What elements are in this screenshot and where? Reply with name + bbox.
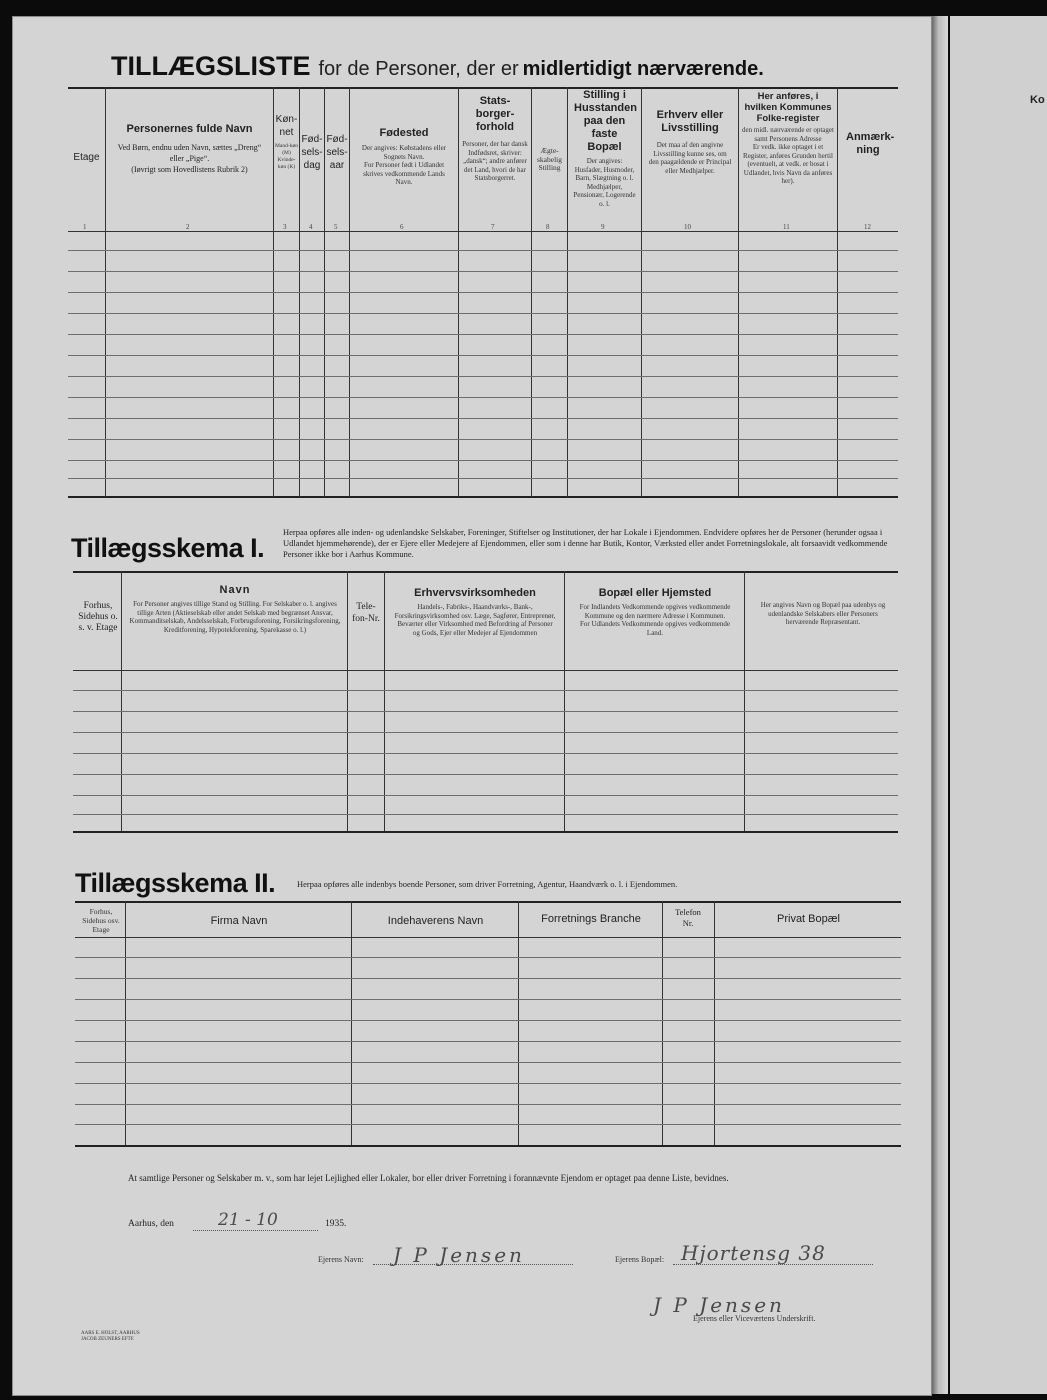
skema1-title: Tillægsskema I. xyxy=(71,533,265,563)
owner-address-label: Ejerens Bopæl: xyxy=(615,1255,665,1264)
title-main: TILLÆGSLISTE xyxy=(111,51,311,81)
col-navn: Personernes fulde Navn Ved Børn, endnu uden Navn, sættes „Dreng“ eller „Pige“. (Iøvrigt som Hovedlistens Rubrik 2) 2 xyxy=(117,123,262,231)
s2-col-firma: Firma Navn xyxy=(210,915,268,927)
skema1-intro: Herpaa opføres alle inden- og udenlandske Selskaber, Foreninger, Stiftelser og Institutioner, der har Lokale i Ejendommen. Endvidere opføres her de Personer (herunder ogsaa i Udlandet hjemmehørende), der er Ejere eller Medejere af Ejendommen, eller som i denne har Butik, Kontor, Værksted eller andet Forretningslokale, alt forsaavidt vedkommende Personer ikke bor i Aarhus Kommune. xyxy=(283,527,888,559)
col-aegteskab: Ægte-skabelig Stilling 8 xyxy=(537,146,562,231)
skema2-intro: Herpaa opføres alle indenbys boende Personer, som driver Forretning, Agentur, Haandværk o. l. i Ejendommen. xyxy=(297,879,678,889)
next-page-edge xyxy=(950,16,1047,1394)
s2-col-etage: Forhus, Sidehus osv. Etage xyxy=(82,907,120,934)
date-value: 21 - 10 xyxy=(218,1210,278,1230)
title-bold: midlertidigt nærværende. xyxy=(522,58,764,80)
col-foedselsdag: Fød-sels-dag 4 xyxy=(301,134,323,231)
city-label: Aarhus, den xyxy=(128,1219,174,1229)
col-foedested: Fødested Der angives: Købstadens eller Sognets Navn. For Personer født i Udlandet skrives vedkommende Lands Navn. 6 xyxy=(361,127,447,231)
printer-imprint: AARS E. HOLST, AARHUS JACOB ZEUNERS EFTF. xyxy=(81,1331,140,1342)
owner-signature: J P Jensen xyxy=(653,1293,785,1317)
page-title xyxy=(111,51,911,82)
col-statsborger: Stats-borger-forhold Personer, der har dansk Indfødsret, skriver: „dansk“; andre anfører det Land, hvori de har Statsborgerret. 7 xyxy=(462,95,528,231)
s2-col-indehaver: Indehaverens Navn xyxy=(387,915,484,927)
next-page-label: Ko xyxy=(1030,94,1045,106)
signature-label: Ejerens eller Viceværtens Underskrift. xyxy=(693,1314,816,1323)
col-koen: Køn-net Mand-køn (M) Kvinde-køn (K) 3 xyxy=(275,114,298,231)
owner-name-signature: J P Jensen xyxy=(393,1243,525,1267)
col-stilling: Stilling i Husstanden paa den faste Bopæl Der angives: Husfader, Husmoder, Barn, Slægtning o. l. Medhjælper, Pensionær, Logerende o. l. 9 xyxy=(573,89,637,231)
owner-name-label: Ejerens Navn: xyxy=(318,1255,364,1264)
col-foedselsaar: Fød-sels-aar 5 xyxy=(326,134,348,231)
s1-col-repraesentant: Her angives Navn og Bopæl paa udenbys og udenlandske Selskabers eller Personers herværende Repræsentant. xyxy=(760,601,886,626)
s1-col-telefon: Tele-fon-Nr. xyxy=(352,602,380,624)
col-folkeregister: Her anføres, i hvilken Kommunes Folke-register den midl. nærværende er optaget samt Personens Adresse Er vedk. ikke optaget i et Register, anføres Grunden hertil (eventuelt, at vedk. er bosat i Udlandet, hvis Navn da anføres her). 11 xyxy=(742,91,834,231)
attestation-statement: At samtlige Personer og Selskaber m. v., som har lejet Lejlighed eller Lokaler, bor eller driver Forretning i forannævnte Ejendom er optaget paa denne Liste, bevidnes. xyxy=(128,1173,729,1183)
col-anmaerkning: Anmærk-ning 12 xyxy=(846,131,895,231)
skema2-title: Tillægsskema II. xyxy=(75,868,276,898)
binding-fold xyxy=(932,16,948,1394)
s1-col-bopael: Bopæl eller Hjemsted For Indlandets Vedkommende opgives vedkommende Kommune og den nærmere Adresse i Kommunen. For Udlandets Vedkommende opgives vedkommende Land. xyxy=(579,587,731,637)
year-value: 1935. xyxy=(325,1219,347,1229)
s2-col-branche: Forretnings Branche xyxy=(541,913,641,925)
col-erhverv: Erhverv eller Livsstilling Det maa af den angivne Livsstilling kunne ses, om den paagældende er Principal eller Medhjælper. 10 xyxy=(648,109,732,231)
s1-col-erhverv: Erhvervsvirksomheden Handels-, Fabriks-, Haandværks-, Bank-, Forsikringsvirksomhed osv. Læge, Sagfører, Entreprenør, Beværter eller Virksomhed med Befordring af Personer og Gods, Ejer eller Medejer af Ejendommen xyxy=(394,587,556,637)
s2-col-telefon: Telefon Nr. xyxy=(675,907,701,928)
owner-address-value: Hjortensg 38 xyxy=(681,1241,826,1265)
s2-col-bopael: Privat Bopæl xyxy=(777,913,840,925)
census-form-page xyxy=(12,16,932,1396)
col-etage: Etage 1 xyxy=(73,152,100,231)
title-rest: for de Personer, der er xyxy=(318,58,519,80)
s1-col-navn: Navn For Personer angives tillige Stand og Stilling. For Selskaber o. l. angives tillige Arten (Aktieselskab eller andet Selskab med begrænset Ansvar, Kommanditselskab, Andelsselskab, Forbrugsforening, Forsikringsforening, Kreditforening, Hypotekforening, Sparekasse o. l.) xyxy=(129,584,341,634)
s1-col-etage: Forhus, Sidehus o. s. v. Etage xyxy=(78,601,118,633)
